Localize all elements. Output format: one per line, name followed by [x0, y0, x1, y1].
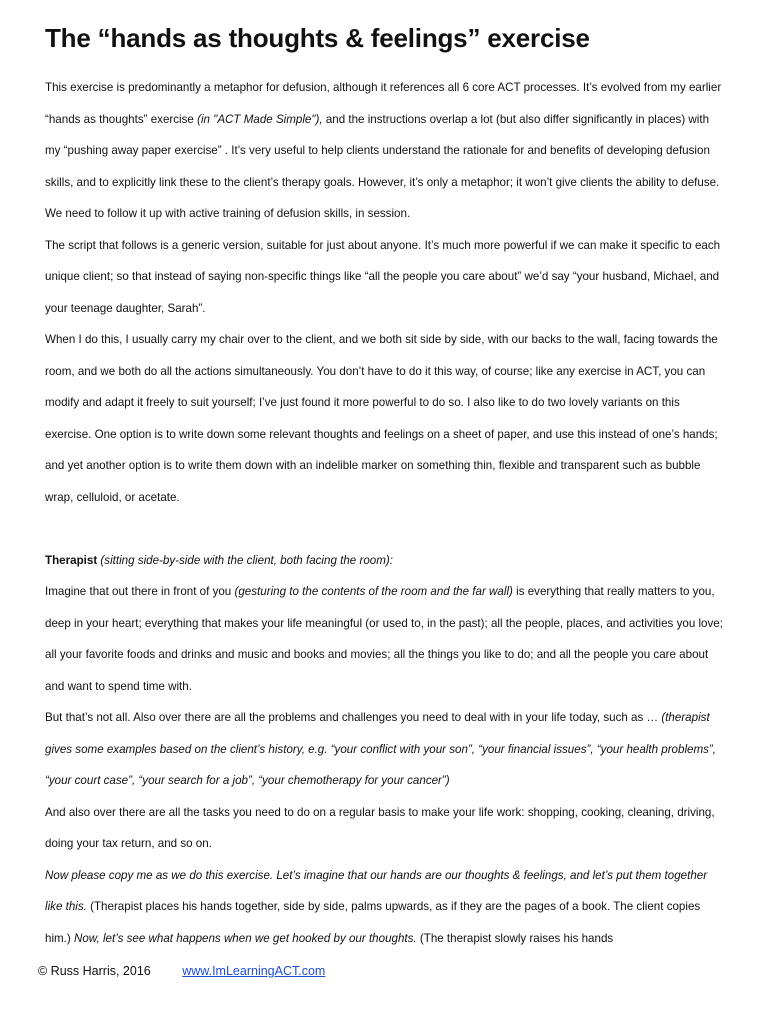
script-p1-stage-direction: (gesturing to the contents of the room and the far wall): [234, 585, 513, 598]
script-paragraph-4: [45, 860, 725, 955]
script-p4-stage-direction-2: (The therapist slowly raises his hands: [416, 931, 614, 945]
script-heading: [45, 545, 725, 577]
script-p4-stage-direction: (Therapist places his hands together, side by side, palms upwards, as if they are the pages of a book. The client copies him.): [45, 900, 701, 945]
script-p4-instruction: Now please copy me as we do this exercise. Let’s imagine that our hands are our thoughts & feelings, and let’s put them together like this.: [45, 868, 708, 913]
intro-paragraph-3: When I do this, I usually carry my chair over to the client, and we both sit side by side, with our backs to the wall, facing towards the room, and we both do all the actions simultaneously. You don’t have to do it this way, of course; like any exercise in ACT, you can modify and adapt it freely to suit yourself; I’ve just found it more powerful to do so. I also like to do two lovely variants on this exercise. One option is to write down some relevant thoughts and feelings on a sheet of paper, and use this instead of one’s hands; and yet another option is to write them down with an indelible marker on something thin, flexible and transparent such as bubble wrap, celluloid, or acetate.: [45, 333, 718, 504]
paragraph-spacer: [45, 513, 725, 545]
script-p2-stage-direction: (therapist gives some examples based on the client’s history, e.g. “your conflict with your son”, “your financial issues”, “your health problems”, “your court case”, “your search for a job”, “your chemotherapy for your cancer”): [45, 711, 717, 787]
script-paragraph-2: [45, 702, 725, 797]
speaker-stage-direction: (sitting side-by-side with the client, both facing the room):: [97, 553, 393, 567]
page-title: The “hands as thoughts & feelings” exercise: [45, 23, 590, 53]
intro-p1-citation: (in "ACT Made Simple"),: [197, 112, 323, 126]
intro-paragraph-1: [45, 72, 725, 230]
script-p1-text-c: is everything that really matters to you, deep in your heart; everything that makes your life meaningful (or used to, in the past); all the people, places, and activities you love; all your favorite foods and drinks and music and books and movies; all the things you like to do; and all the people you care about and want to spend time with.: [45, 585, 723, 693]
script-paragraph-1: [45, 576, 725, 702]
document-page: [45, 18, 725, 954]
script-p4-instruction-2: Now, let’s see what happens when we get hooked by our thoughts.: [73, 931, 417, 945]
website-link[interactable]: www.ImLearningACT.com: [182, 964, 326, 978]
page-footer: [38, 961, 325, 981]
intro-p1-text-c: and the instructions overlap a lot (but also differ significantly in places) with my “pushing away paper exercise” . It’s very useful to help clients understand the rationale for and benefits of developing defusion skills, and to explicitly link these to the client’s therapy goals. However, it’s only a metaphor; it won’t give clients the ability to defuse. We need to follow it up with active training of defusion skills, in session.: [45, 112, 720, 220]
script-paragraph-3: And also over there are all the tasks you need to do on a regular basis to make your life work: shopping, cooking, cleaning, driving, doing your tax return, and so on.: [45, 805, 715, 850]
script-p1-text-a: Imagine that out there in front of you: [45, 585, 235, 598]
intro-paragraph-2: The script that follows is a generic version, suitable for just about anyone. It’s much more powerful if we can make it specific to each unique client; so that instead of saying non-specific things like “all the people you care about” we’d say “your husband, Michael, and your teenage daughter, Sarah”.: [45, 238, 721, 315]
speaker-label: Therapist: [45, 553, 98, 567]
intro-p1-text-a: This exercise is predominantly a metaphor for defusion, although it references all 6 core ACT processes. It’s evolved from my earlier “hands as thoughts” exercise: [45, 81, 722, 126]
copyright-text: © Russ Harris, 2016: [38, 964, 151, 978]
script-p2-text-a: But that’s not all. Also over there are all the problems and challenges you need to deal with in your life today, such as …: [45, 711, 662, 724]
